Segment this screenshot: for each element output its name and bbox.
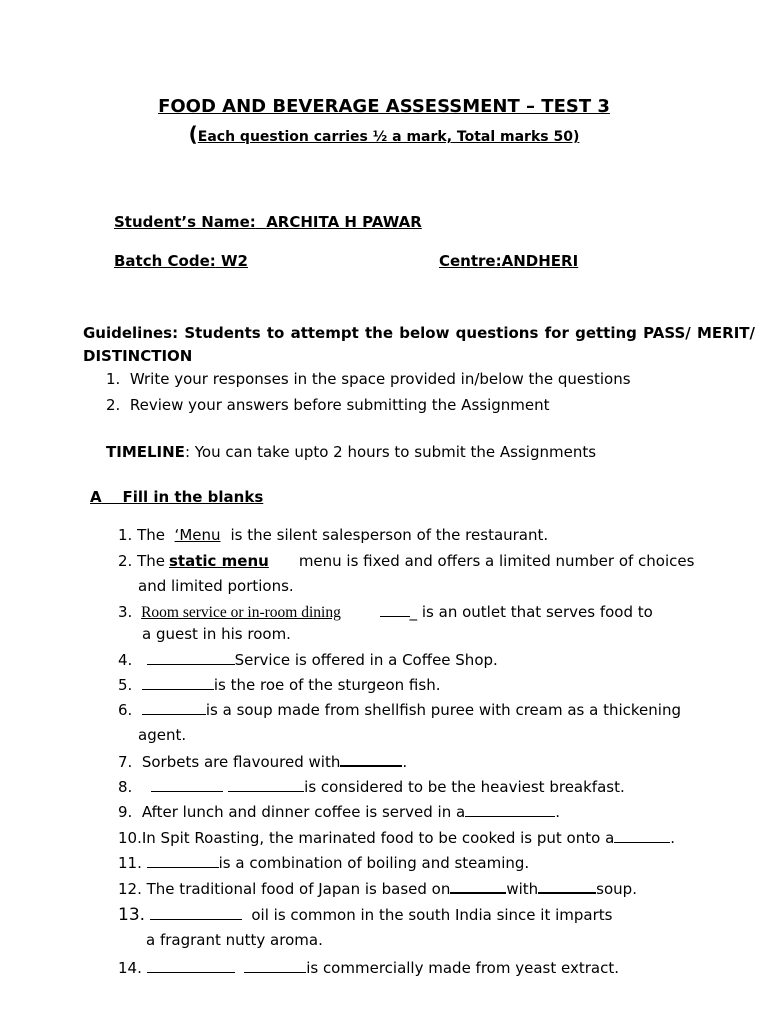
question-text: menu is fixed and offers a limited number of choices (298, 552, 695, 570)
centre-value: ANDHERI (501, 252, 579, 270)
question-number: 10. (118, 829, 142, 847)
question-6-continuation: agent. (138, 726, 187, 744)
blank-line[interactable] (614, 828, 670, 843)
question-text: soup. (596, 880, 637, 898)
question-number: 14. (118, 959, 142, 977)
blank-line[interactable] (465, 802, 555, 817)
question-number: 12. (118, 880, 142, 898)
question-text: . (555, 803, 560, 821)
question-text: . (402, 753, 408, 771)
section-letter: A (90, 488, 102, 506)
blank-line[interactable] (147, 853, 219, 868)
question-text: is a combination of boiling and steaming. (218, 854, 530, 872)
question-number: 11. (118, 854, 142, 872)
question-number: 5. (118, 676, 133, 694)
question-13-continuation: a fragrant nutty aroma. (146, 931, 323, 949)
guidelines-line-2: DISTINCTION (83, 347, 193, 365)
question-number: 7. (118, 753, 133, 771)
blank-line[interactable] (142, 675, 214, 690)
answer-field[interactable]: static menu (169, 552, 269, 570)
blank-line[interactable] (147, 650, 235, 665)
question-6 (118, 700, 681, 719)
question-text: is commercially made from yeast extract. (306, 959, 619, 977)
question-number: 4. (118, 651, 133, 669)
question-text: The (137, 552, 165, 570)
blank-line[interactable] (380, 602, 410, 617)
blank-line[interactable] (340, 751, 402, 767)
question-4 (118, 650, 498, 669)
guideline-item (106, 370, 631, 388)
question-number: 13. (118, 905, 146, 925)
blank-line[interactable] (538, 878, 596, 894)
guideline-item-number: 1. (106, 370, 121, 388)
timeline-line (106, 443, 596, 461)
blank-line[interactable] (150, 905, 242, 920)
answer-field[interactable]: Room service or in-room dining (141, 604, 341, 621)
question-8 (118, 777, 625, 796)
question-text: is a soup made from shellfish puree with cream as a thickening (205, 701, 681, 719)
question-14 (118, 958, 619, 977)
question-text: Sorbets are flavoured with (141, 753, 341, 771)
blank-line[interactable] (244, 958, 306, 973)
student-name-line (114, 213, 422, 231)
question-text: oil is common in the south India since it imparts (251, 906, 613, 924)
subtitle-open-paren: ( (188, 122, 198, 146)
question-11 (118, 853, 529, 872)
guideline-item (106, 396, 550, 414)
question-number: 6. (118, 701, 133, 719)
guideline-item-text: Write your responses in the space provided in/below the questions (129, 370, 631, 388)
question-number: 9. (118, 803, 133, 821)
question-3-continuation: a guest in his room. (142, 625, 291, 643)
question-text: The traditional food of Japan is based on (146, 880, 451, 898)
question-13 (118, 905, 612, 925)
question-2-continuation: and limited portions. (138, 577, 294, 595)
blank-line[interactable] (450, 878, 506, 894)
question-text: with (506, 880, 539, 898)
section-a-heading (90, 488, 263, 506)
timeline-label: TIMELINE (106, 443, 185, 461)
question-5 (118, 675, 440, 694)
question-text: is considered to be the heaviest breakfast. (304, 778, 625, 796)
question-7 (118, 751, 407, 771)
question-text: In Spit Roasting, the marinated food to be cooked is put onto a (141, 829, 615, 847)
page-title: FOOD AND BEVERAGE ASSESSMENT – TEST 3 (158, 96, 610, 117)
question-text: is the roe of the sturgeon fish. (213, 676, 441, 694)
question-2 (118, 552, 694, 570)
question-1 (118, 526, 548, 544)
blank-line[interactable] (147, 958, 235, 973)
answer-field[interactable]: ‘Menu (174, 526, 221, 544)
blank-line[interactable] (142, 700, 206, 715)
question-text: _ is an outlet that serves food to (409, 603, 653, 621)
question-text: Service is offered in a Coffee Shop. (234, 651, 498, 669)
guideline-item-number: 2. (106, 396, 121, 414)
question-text: . (670, 829, 676, 847)
batch-code-label: Batch Code: (114, 252, 216, 270)
question-number: 1. (118, 526, 133, 544)
question-number: 8. (118, 778, 133, 796)
guidelines-line-1: Guidelines: Students to attempt the below questions for getting PASS/ MERIT/ (83, 324, 755, 342)
guideline-item-text: Review your answers before submitting the Assignment (129, 396, 550, 414)
centre-line (439, 252, 578, 270)
page-subtitle (0, 122, 768, 146)
question-text: is the silent salesperson of the restaurant. (230, 526, 549, 544)
blank-line[interactable] (151, 777, 223, 792)
question-number: 3. (118, 603, 133, 621)
subtitle-text: Each question carries ½ a mark, Total marks 50) (197, 129, 580, 145)
student-name-label: Student’s Name: (114, 213, 256, 231)
question-10 (118, 828, 675, 847)
centre-label: Centre: (439, 252, 502, 270)
question-text: After lunch and dinner coffee is served in a (141, 803, 466, 821)
question-12 (118, 878, 637, 898)
question-text: The (137, 526, 165, 544)
blank-line[interactable] (228, 777, 304, 792)
timeline-text: : You can take upto 2 hours to submit the Assignments (184, 443, 597, 461)
question-number: 2. (118, 552, 133, 570)
batch-code-value: W2 (220, 252, 248, 270)
question-9 (118, 802, 560, 821)
student-name-value: ARCHITA H PAWAR (266, 213, 422, 231)
question-3 (118, 602, 653, 622)
section-title: Fill in the blanks (122, 488, 264, 506)
batch-code-line (114, 252, 248, 270)
